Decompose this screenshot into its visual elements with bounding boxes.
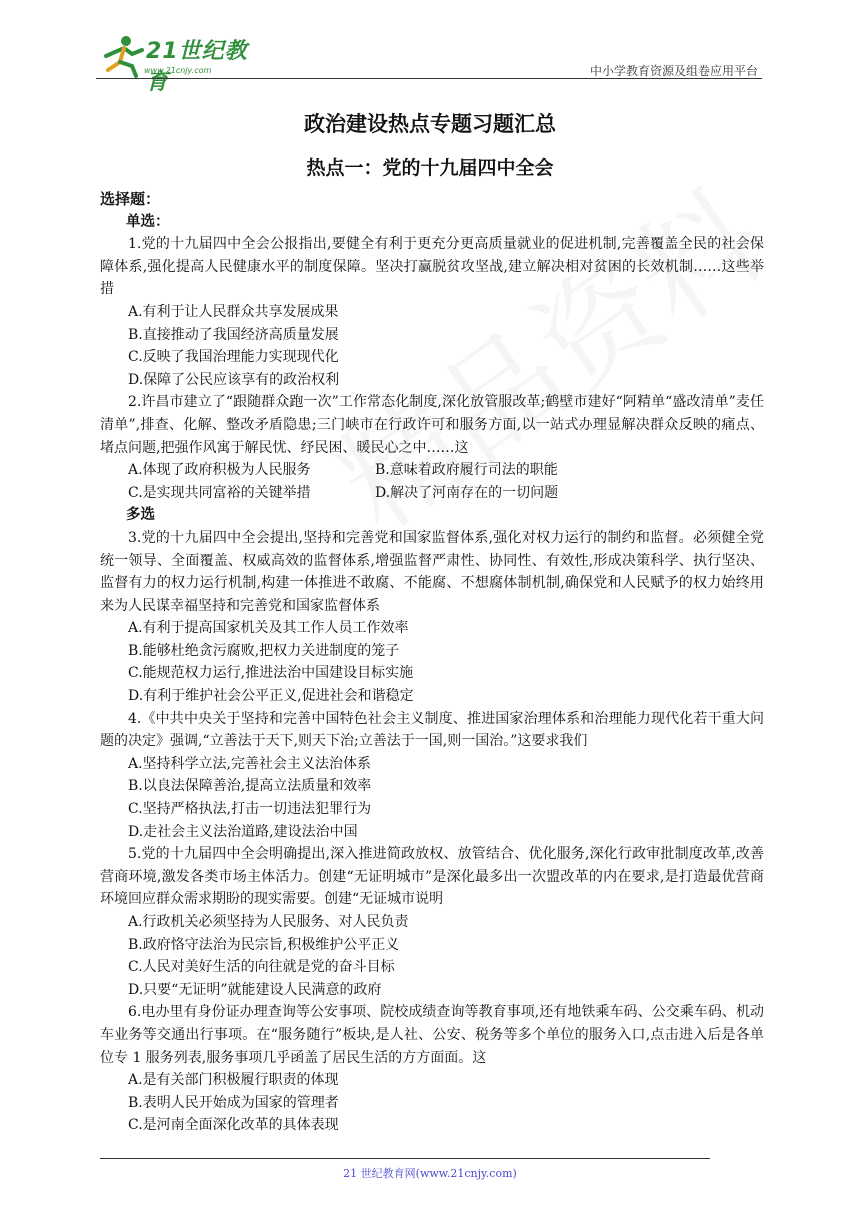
- document-body: [100, 188, 764, 1137]
- runner-icon: [96, 34, 148, 78]
- question-3: [100, 527, 764, 708]
- option: D.只要“无证明”就能建设人民满意的政府: [128, 981, 382, 998]
- option: C.能规范权力运行,推进法治中国建设目标实施: [128, 665, 414, 682]
- option: A.行政机关必须坚持为人民服务、对人民负责: [128, 914, 409, 930]
- question-4: [100, 708, 764, 844]
- option: D.保障了公民应该享有的政治权利: [128, 371, 340, 388]
- question-stem: 4.《中共中央关于坚持和完善中国特色社会主义制度、推进国家治理体系和治理能力现代化若干重大问题的决定》强调,“立善法于天下,则天下治;立善法于一国,则一国治。”这要求我们: [100, 710, 764, 750]
- option: C.人民对美好生活的向往就是党的奋斗目标: [128, 959, 395, 976]
- option: D.走社会主义法治道路,建设法治中国: [128, 823, 358, 840]
- single-choice-label: 单选：: [126, 212, 170, 230]
- question-stem: 3.党的十九届四中全会提出,坚持和完善党和国家监督体系,强化对权力运行的制约和监督。必须健全党统一领导、全面覆盖、权威高效的监督体系,增强监督严肃性、协同性、有效性,形成决策科学、执行坚决、监督有力的权力运行机制,构建一体推进不敢腐、不能腐、不想腐体制机制,确保党和人民赋予的权力始终用来为人民谋幸福坚持和完善党和国家监督体系: [100, 529, 764, 614]
- question-5: [100, 843, 764, 1001]
- option: B.直接推动了我国经济高质量发展: [128, 326, 339, 343]
- question-6: [100, 1001, 764, 1137]
- option-row: [100, 459, 764, 482]
- option: A.有利于让人民群众共享发展成果: [128, 303, 339, 320]
- page-title: 政治建设热点专题习题汇总: [304, 111, 556, 136]
- option-row: [100, 482, 764, 505]
- section-heading: 选择题：: [100, 190, 161, 208]
- option: A.是有关部门积极履行职责的体现: [128, 1072, 339, 1089]
- question-1: [100, 233, 764, 391]
- multi-choice-label: 多选: [126, 506, 155, 524]
- option: B.意味着政府履行司法的职能: [375, 462, 558, 479]
- option: C.是实现共同富裕的关键举措: [128, 484, 311, 501]
- page-footer[interactable]: 21 世纪教育网(www.21cnjy.com): [343, 1167, 517, 1180]
- page-subtitle: 热点一：党的十九届四中全会: [306, 157, 554, 179]
- question-stem: 5.党的十九届四中全会明确提出,深入推进简政放权、放管结合、优化服务,深化行政审批制度改革,改善营商环境,激发各类市场主体活力。创建“无证明城市”是深化最多出一次盟改革的内在要求,是打造最优营商环境回应群众需求期盼的现实需要。创建“无证城市说明: [100, 846, 764, 908]
- option: A.坚持科学立法,完善社会主义法治体系: [128, 755, 372, 772]
- logo-url: www.21cnjy.com: [144, 66, 212, 75]
- option: A.体现了政府积极为人民服务: [128, 462, 311, 479]
- question-stem: 1.党的十九届四中全会公报指出,要健全有利于更充分更高质量就业的促进机制,完善覆盖全民的社会保障体系,强化提高人民健康水平的制度保障。坚决打赢脱贫攻坚战,建立解决相对贫困的长效机制……这些举措: [100, 236, 764, 298]
- page-header: [96, 30, 762, 95]
- site-logo: [96, 34, 266, 95]
- footer-divider: [100, 1158, 710, 1159]
- option: D.有利于维护社会公平正义,促进社会和谐稳定: [128, 688, 414, 705]
- option: B.表明人民开始成为国家的管理者: [128, 1094, 339, 1111]
- logo-text: 21世纪教育: [146, 39, 248, 95]
- option: C.是河南全面深化改革的具体表现: [128, 1117, 339, 1134]
- option: D.解决了河南存在的一切问题: [375, 484, 559, 501]
- option: A.有利于提高国家机关及其工作人员工作效率: [128, 620, 409, 637]
- option: C.坚持严格执法,打击一切违法犯罪行为: [128, 801, 372, 818]
- question-2: [100, 391, 764, 504]
- question-stem: 6.电办里有身份证办理查询等公安事项、院校成绩查询等教育事项,还有地铁乘车码、公交乘车码、机动车业务等交通出行事项。在“服务随行”板块,是人社、公安、税务等多个单位的服务入口,点击进入后是各单位专 1 服务列表,服务事项几乎函盖了居民生活的方方面面。这: [100, 1004, 764, 1066]
- question-stem: 2.许昌市建立了“跟随群众跑一次”工作常态化制度,深化放管服改革;鹤壁市建好“阿精单“盛改清单”麦任清单”,排查、化解、整改矛盾隐患;三门峡市在行政许可和服务方面,以一站式办理显解决群众反映的痛点、堵点问题,把强作风寓于解民忧、纾民困、暖民心之中……这: [100, 394, 764, 456]
- option: B.以良法保障善治,提高立法质量和效率: [128, 778, 372, 795]
- option: C.反映了我国治理能力实现现代化: [128, 349, 339, 366]
- option: B.政府恪守法治为民宗旨,积极维护公平正义: [128, 936, 400, 953]
- platform-name: 中小学教育资源及组卷应用平台: [589, 64, 758, 78]
- option: B.能够杜绝贪污腐败,把权力关进制度的笼子: [128, 642, 400, 659]
- header-divider: [96, 78, 762, 79]
